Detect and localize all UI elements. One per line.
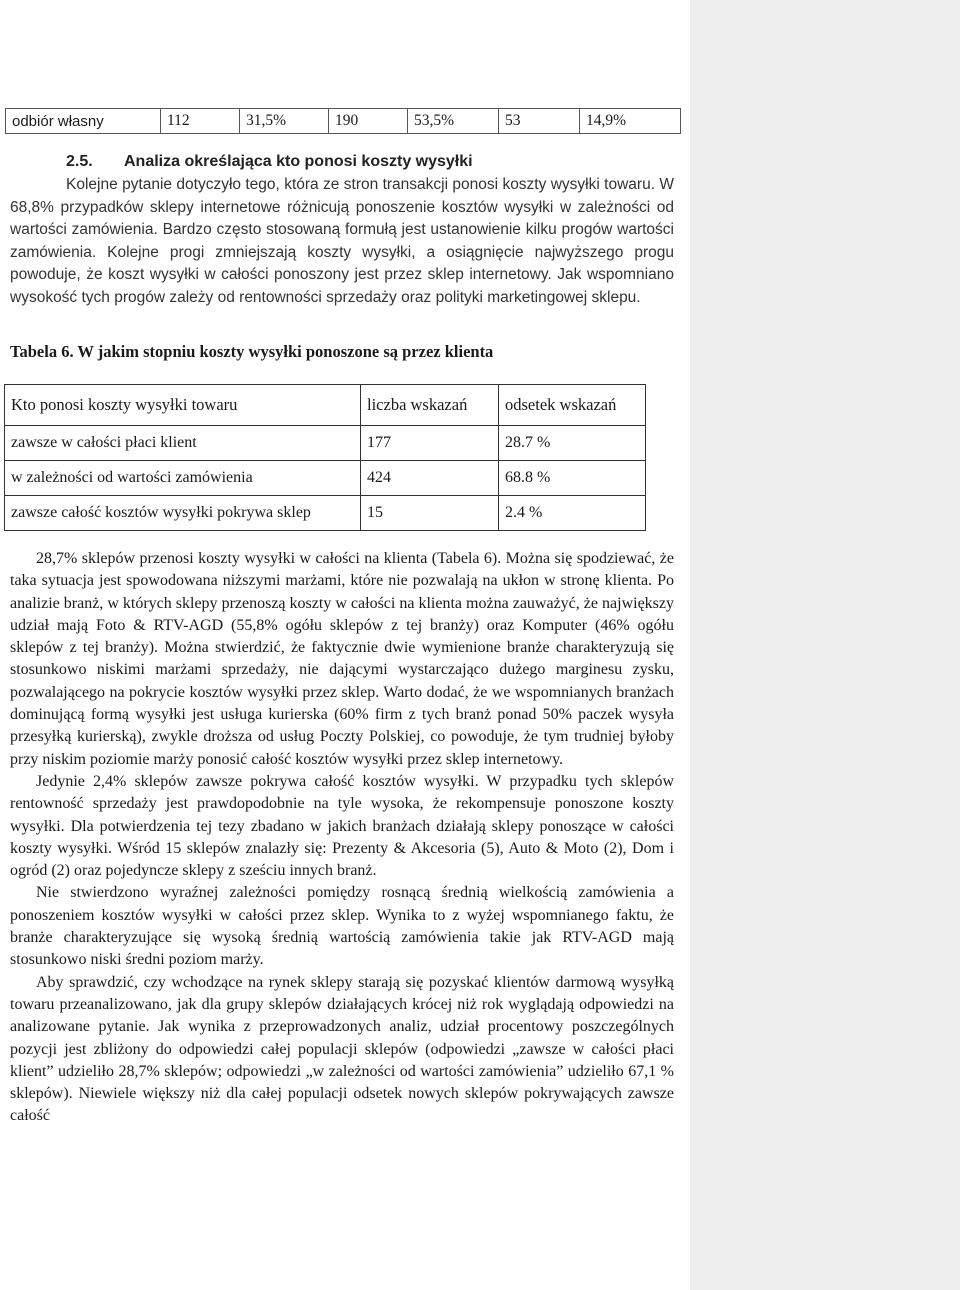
table-cell: 14,9%	[580, 109, 681, 134]
column-header: liczba wskazań	[361, 385, 499, 426]
intro-paragraph: Kolejne pytanie dotyczyło tego, która ze stron transakcji ponosi koszty wysyłki towaru. W 68,8% przypadków sklepy internetowe różnicują ponoszenie kosztów wysyłki w zależności od wartości zamówienia. Bardzo często stosowaną formułą jest ustanowienie kilku progów wartości zamówienia. Kolejne progi zmniejszają koszty wysyłki, a osiągnięcie najwyższego progu powoduje, że koszt wysyłki w całości ponoszony jest przez sklep internetowy. Jak wspomniano wysokość tych progów zależy od rentowności sprzedaży oraz polityki marketingowej sklepu.	[10, 176, 674, 306]
shipping-cost-table	[4, 384, 646, 531]
table-cell: 68.8 %	[499, 461, 646, 496]
table-cell: 31,5%	[240, 109, 329, 134]
section-heading	[66, 153, 473, 171]
table-row	[5, 461, 646, 496]
table-cell: 2.4 %	[499, 496, 646, 531]
paragraph: Nie stwierdzono wyraźnej zależności pomiędzy rosnącą średnią wielkością zamówienia a ponoszeniem kosztów wysyłki w całości przez sklep. Wynika to z wyżej wspomnianego faktu, że branże charakteryzujące się wysoką średnią wartością zamówienia takie jak RTV-AGD mają stosunkowo niski średni poziom marży.	[10, 884, 674, 969]
paragraph: Aby sprawdzić, czy wchodzące na rynek sklepy starają się pozyskać klientów darmową wysyłką towaru przeanalizowano, jak dla grupy sklepów działających krócej niż rok wyglądają odpowiedzi na analizowane pytanie. Jak wynika z przeprowadzonych analiz, udział procentowy poszczególnych pozycji jest zbliżony do odpowiedzi całej populacji sklepów (odpowiedzi „zawsze w całości płaci klient” udzieliło 28,7% sklepów; odpowiedzi „w zależności od wartości zamówienia” udzieliło 67,1 % sklepów). Niewiele większy niż dla całej populacji odsetek nowych sklepów pokrywających zawsze całość	[10, 973, 674, 1125]
section-number: 2.5.	[66, 153, 93, 170]
table-cell: 53,5%	[408, 109, 499, 134]
table-cell: 53	[499, 109, 580, 134]
body-text	[10, 548, 674, 1128]
table-row	[5, 426, 646, 461]
table-cell: 177	[361, 426, 499, 461]
table-cell: w zależności od wartości zamówienia	[5, 461, 361, 496]
paragraph: 28,7% sklepów przenosi koszty wysyłki w całości na klienta (Tabela 6). Można się spodziewać, że taka sytuacja jest spowodowana niższymi marżami, które nie pozwalają na ukłon w stronę klienta. Po analizie branż, w których sklepy przenoszą koszty w całości na klienta można zauważyć, że największy udział mają Foto & RTV-AGD (55,8% ogółu sklepów z tej branży) oraz Komputer (46% ogółu sklepów z tej branży). Można stwierdzić, że faktycznie dwie wymienione branże charakteryzują się stosunkowo niskimi marżami sprzedaży, nie dającymi wystarczająco dużego marginesu zysku, pozwalającego na pokrycie kosztów wysyłki przez sklep. Warto dodać, że we wspomnianych branżach dominującą formą wysyłki jest usługa kurierska (60% firm z tych branż ponad 50% paczek wysyła przesyłką kurierską), zwykle droższa od usług Poczty Polskiej, co powoduje, że tym trudniej byłoby przy niskim poziomie marży ponosić całość kosztów wysyłki przez sklep internetowy.	[10, 550, 674, 768]
table-cell: 28.7 %	[499, 426, 646, 461]
delivery-summary-table	[5, 108, 681, 134]
table-caption: Tabela 6. W jakim stopniu koszty wysyłki ponoszone są przez klienta	[10, 342, 494, 361]
table-header-row	[5, 385, 646, 426]
table-row	[5, 496, 646, 531]
table-row	[6, 109, 681, 134]
side-panel	[690, 0, 960, 1290]
table-cell: 15	[361, 496, 499, 531]
column-header: Kto ponosi koszty wysyłki towaru	[5, 385, 361, 426]
section-title: Analiza określająca kto ponosi koszty wysyłki	[124, 153, 473, 170]
table-cell: 190	[329, 109, 408, 134]
column-header: odsetek wskazań	[499, 385, 646, 426]
table-cell: odbiór własny	[6, 109, 161, 134]
table-cell: 424	[361, 461, 499, 496]
table-cell: zawsze w całości płaci klient	[5, 426, 361, 461]
table-cell: 112	[161, 109, 240, 134]
paragraph: Jedynie 2,4% sklepów zawsze pokrywa całość kosztów wysyłki. W przypadku tych sklepów rentowność sprzedaży jest prawdopodobnie na tyle wysoka, że rekompensuje ponoszone koszty wysyłki. Dla potwierdzenia tej tezy zbadano w jakich branżach działają sklepy ponoszące w całości koszty wysyłki. Wśród 15 sklepów znalazły się: Prezenty & Akcesoria (5), Auto & Moto (2), Dom i ogród (2) oraz pojedyncze sklepy z sześciu innych branż.	[10, 772, 674, 880]
table-cell: zawsze całość kosztów wysyłki pokrywa sklep	[5, 496, 361, 531]
